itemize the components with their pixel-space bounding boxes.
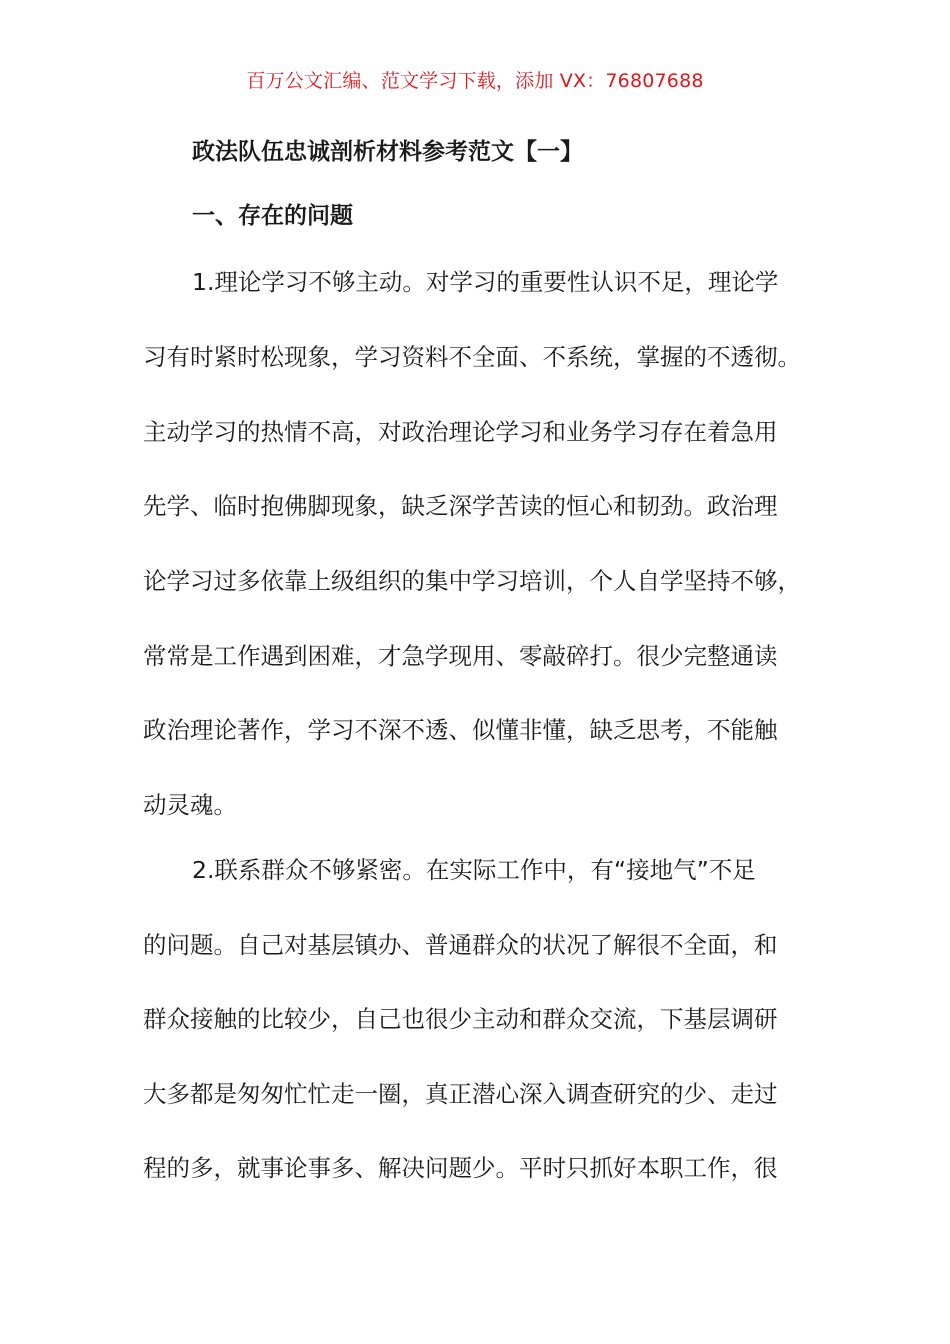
paragraph-1-line-7: 政治理论著作，学习不深不透、似懂非懂，缺乏思考，不能触 bbox=[143, 716, 778, 744]
header-banner: 百万公文汇编、范文学习下载，添加 VX：76807688 bbox=[246, 70, 704, 92]
paragraph-2-line-5: 程的多，就事论事多、解决问题少。平时只抓好本职工作，很 bbox=[143, 1154, 778, 1182]
paragraph-1-line-2: 习有时紧时松现象，学习资料不全面、不系统，掌握的不透彻。 bbox=[143, 343, 801, 371]
paragraph-1-line-3: 主动学习的热情不高，对政治理论学习和业务学习存在着急用 bbox=[143, 418, 778, 446]
paragraph-2-line-1: 2.联系群众不够紧密。在实际工作中，有“接地气”不足 bbox=[192, 856, 756, 884]
paragraph-1-line-8: 动灵魂。 bbox=[143, 791, 237, 819]
paragraph-2-line-2: 的问题。自己对基层镇办、普通群众的状况了解很不全面，和 bbox=[143, 931, 778, 959]
paragraph-1-line-1: 1.理论学习不够主动。对学习的重要性认识不足，理论学 bbox=[192, 268, 779, 296]
paragraph-2-line-3: 群众接触的比较少，自己也很少主动和群众交流，下基层调研 bbox=[143, 1005, 778, 1033]
section-heading: 一、存在的问题 bbox=[192, 203, 353, 229]
paragraph-2-line-4: 大多都是匆匆忙忙走一圈，真正潜心深入调查研究的少、走过 bbox=[143, 1080, 778, 1108]
document-title: 政法队伍忠诚剖析材料参考范文【一】 bbox=[192, 139, 583, 165]
paragraph-1-line-6: 常常是工作遇到困难，才急学现用、零敲碎打。很少完整通读 bbox=[143, 642, 778, 670]
paragraph-1-line-4: 先学、临时抱佛脚现象，缺乏深学苦读的恒心和韧劲。政治理 bbox=[143, 492, 778, 520]
paragraph-1-line-5: 论学习过多依靠上级组织的集中学习培训，个人自学坚持不够， bbox=[143, 567, 801, 595]
